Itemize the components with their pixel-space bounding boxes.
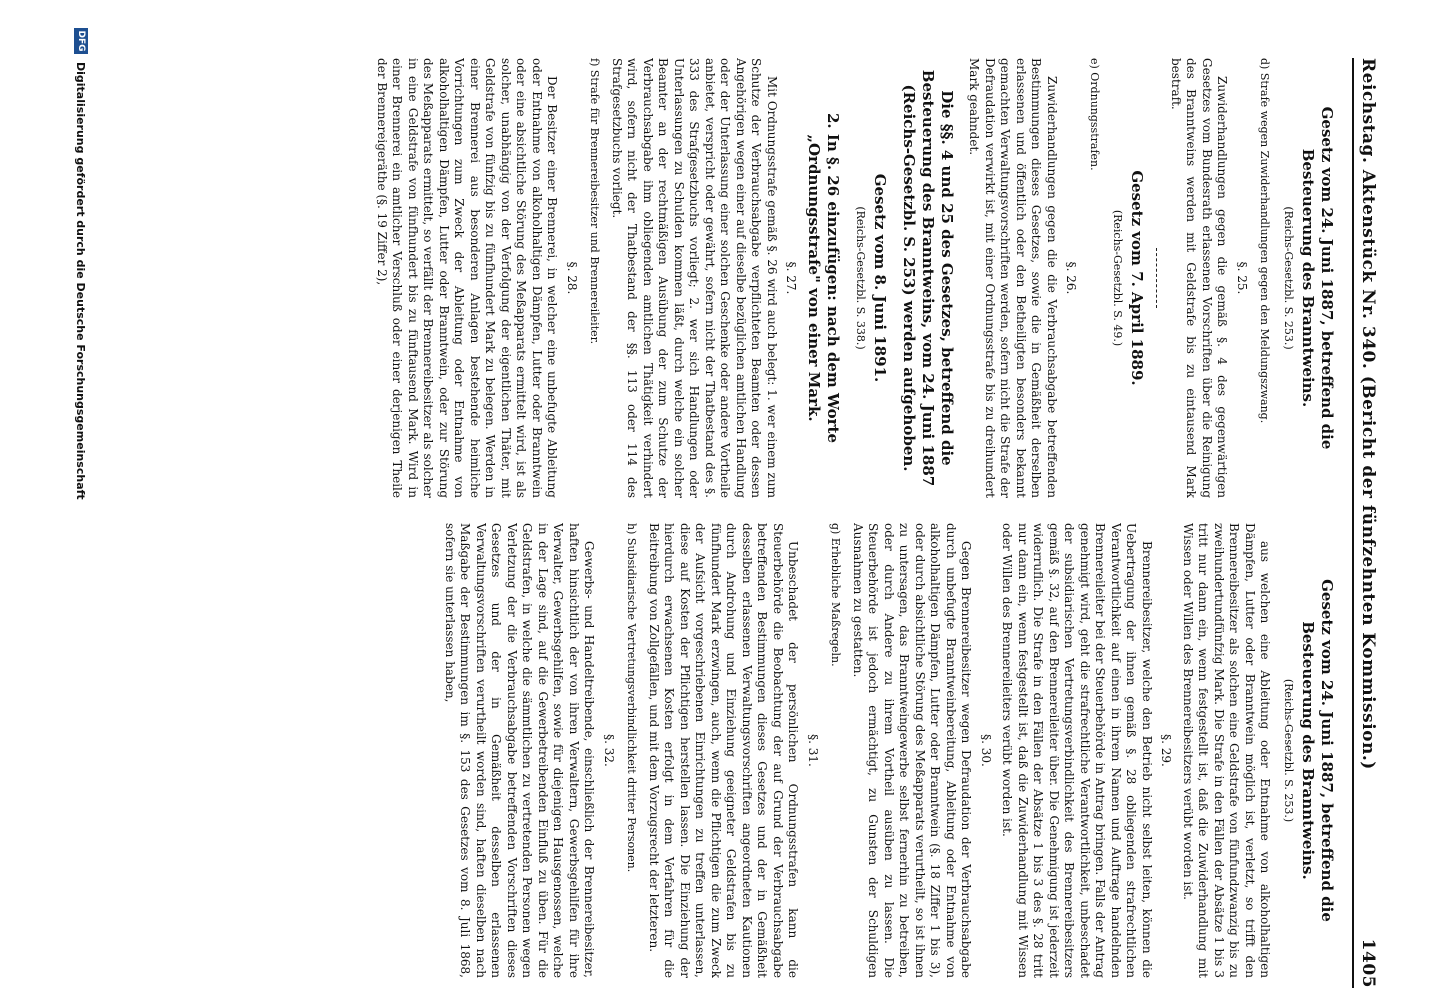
section-text: aus welchen eine Ableitung oder Entnahme von alkoholhaltigen Dämpfen, Lutter oder Branntwein möglich ist, verletzt, so trifft den Brennereibesitzer als solchen eine Geldstrafe von fünfundzwanzig bis zu zweihundertundfünfzig Mark. Die Strafe in den Fällen der Absätze 1 bis 3 tritt nur dann ein, wenn festgestellt ist, daß die Zuwiderhandlung mit Wissen oder Willen des Brennereibesitzers verübt worden ist. [1181, 523, 1273, 978]
law-source: (Reichs-Gesetzbl. S. 253.) [1282, 678, 1295, 823]
subheading: d) Strafe wegen Zuwiderhandlungen gegen den Meldungszwang. [1258, 58, 1272, 424]
section-text: Zuwiderhandlungen gegen die die Verbrauchsabgabe betreffenden Bestimmungen dieses Gesetzes, sowie die in Gemäßheit derselben erlassenen und öffentlich oder den Betheiligten besonders bekannt gemachten Verwaltungsvorschriften werden, sofern nicht die Strafe der Defraudation verwirkt ist, mit einer Ordnungsstrafe bis zu dreihundert Mark geahndet. [967, 58, 1059, 498]
law-title: Gesetz vom 24. Juni 1887, betreffend die Besteuerung des Branntweins. [1299, 106, 1336, 450]
section-number: §. 31. [806, 734, 820, 767]
subheading: h) Subsidiarische Vertretungsverbindlichkeit dritter Personen. [625, 523, 639, 873]
left-column [96, 58, 1346, 498]
section-number: §. 30. [979, 734, 993, 767]
document-page [46, 18, 1426, 988]
law-title: Gesetz vom 24. Juni 1887, betreffend die Besteuerung des Branntweins. [1299, 579, 1336, 922]
digitization-footer [74, 28, 88, 500]
dfg-logo: DFG [74, 28, 88, 54]
section-text: Gewerbs- und Handeltreibende, einschließlich der Brennereibesitzer, haften hinsichtlich der von ihren Verwaltern, Gewerbsgehilfen für ihre Verwalter, Gewerbsgehilfen, sowie für diejenigen Hausgenossen, welche in der Lage sind, auf die Gewerbetreibenden Einfluß zu üben. Für die Geldstrafen, in welche die sämmtlichen zu vertretenden Personen wegen Verletzung der die Verbrauchsabgabe betreffenden Vorschriften dieses Gesetzes und der in Gemäßheit desselben erlassenen Verwaltungsvorschriften verurtheilt worden sind, haften dieselben nach Maßgabe der Bestimmungen im §. 153 des Gesetzes vom 8. Juli 1868, sofern sie unterlassen haben, [443, 523, 597, 978]
section-number: §. 29. [1159, 734, 1174, 767]
law-source: (Reichs-Gesetzbl. S. 338.) [854, 206, 867, 350]
page-number: 1405 [1358, 938, 1378, 988]
section-number: §. 32. [602, 734, 616, 767]
law-source: (Reichs-Gesetzbl. S. 49.) [1111, 209, 1125, 347]
section-text: Mit Ordnungsstrafe gemäß §. 26 wird auch belegt: 1. wer einem zum Schutze der Verbrauchsabgabe verpflichteten Beamten oder dessen Angehörigen wegen einer auf dieselbe bezüglichen amtlichen Handlung oder der Unterlassung einer solchen Geschenke oder andere Vortheile anbietet, verspricht oder gewährt, sofern nicht der Thatbestand des §. 333 des Strafgesetzbuchs vorliegt; 2. wer sich Handlungen oder Unterlassungen zu Schulden kommen läßt, durch welche ein solcher Beamter an der rechtmäßigen Ausübung der zum Schutze der Verbrauchsabgabe ihm obliegenden amtlichen Thätigkeit verhindert wird, sofern nicht der Thatbestand der §§. 113 oder 114 des Strafgesetzbuchs vorliegt. [610, 58, 779, 498]
right-column [96, 523, 1346, 978]
section-number: §. 28. [565, 261, 579, 295]
section-text: Unbeschadet der persönlichen Ordnungsstrafen kann die Steuerbehörde die Beobachtung der auf Grund der Verbrauchsabgabe betreffenden Bestimmungen dieses Gesetzes und der in Gemäßheit desselben erlassenen Verwaltungsvorschriften angeordneten Kautionen durch Androhung und Einziehung geeigneter Geldstrafen bis zu fünfhundert Mark erzwingen, auch, wenn die Pflichtigen die zum Zweck der Aufsicht vorgeschriebenen Einrichtungen zu treffen unterlassen, diese auf Kosten der Pflichtigen herstellen lassen. Die Einziehung der hierdurch erwachsenen Kosten erfolgt in dem Verfahren für die Beitreibung von Zollgefällen, und mit dem Vorzugsrecht der letzteren. [647, 523, 801, 978]
separator [1157, 248, 1158, 308]
subheading: e) Ordnungsstrafen. [1088, 58, 1101, 171]
section-text: Brennereibesitzer, welche den Betrieb nicht selbst leiten, können die Uebertragung der ihnen gemäß §. 28 obliegenden strafrechtlichen Verantwortlichkeit auf einen in ihrem Namen und Auftrage handelnden Brennereileiter bei der Steuerbehörde in Antrag bringen. Falls der Antrag genehmigt wird, geht die strafrechtliche Verantwortlichkeit, unbeschadet der subsidiarischen Vertretungsverbindlichkeit des Brennereibesitzers gemäß §. 32, auf den Brennereileiter über. Die Genehmigung ist jederzeit widerruflich. Die Strafe in den Fällen der Absätze 1 bis 3 des §. 28 tritt nur dann ein, wenn festgestellt ist, daß die Zuwiderhandlung mit Wissen oder Willen des Brennereileiters verübt worden ist. [1000, 523, 1154, 978]
section-number: §. 25. [1235, 261, 1249, 295]
subheading: g) Erhebliche Maßregeln. [829, 523, 843, 667]
subheading: f) Strafe für Brennereibesitzer und Brennereileiter. [588, 58, 602, 345]
section-text: Zuwiderhandlungen gegen die gemäß §. 4 des gegenwärtigen Gesetzes vom Bundesrath erlassenen Vorschriften über die Reinigung des Branntweins werden mit Geldstrafe bis zu eintausend Mark bestraft. [1169, 58, 1230, 498]
repeal-notice: Die §§. 4 und 25 des Gesetzes, betreffend die Besteuerung des Branntweins, vom 24. Juni 1887 (Reichs-Gesetzbl. S. 253) werden aufgehoben. [900, 69, 956, 487]
header-rule [1352, 58, 1354, 988]
header-title: Reichstag. Aktenstück Nr. 340. (Bericht der fünfzehnten Kommission.) [1358, 58, 1378, 770]
section-text: Der Besitzer einer Brennerei, in welcher eine unbefugte Ableitung oder Entnahme von alkoholhaltigen Dämpfen, Lutter oder Branntwein oder eine absichtliche Störung des Meßapparats ermittelt wird, ist als solcher, unabhängig von der Verfolgung der eigentlichen Thäter, mit Geldstrafe von fünfzig bis zu fünfhundert Mark zu belegen. Werden in einer Brennerei aus besonderen Anlagen bestehende heimliche Vorrichtungen zum Zweck der Ableitung oder Entnahme von alkoholhaltigen Dämpfen, Lutter oder Branntwein, oder zur Störung des Meßapparats ermittelt, so verfällt der Brennereibesitzer als solcher in eine Geldstrafe von fünfhundert bis zu fünftausend Mark. Wird in einer Brennerei ein amtlicher Verschluß oder einer derjenigen Theile der Brennereigeräthe (§. 19 Ziffer 2), [375, 58, 560, 498]
footer-text: Digitalisierung gefördert durch die Deutsche Forschungsgemeinschaft [74, 62, 88, 500]
law-title: Gesetz vom 8. Juni 1891. [871, 173, 889, 383]
law-source: (Reichs-Gesetzbl. S. 253.) [1282, 206, 1295, 350]
section-number: §. 26. [1064, 261, 1079, 295]
section-text: Gegen Brennereibesitzer wegen Defraudation der Verbrauchsabgabe durch unbefugte Branntweinbereitung, Ableitung oder Entnahme von alkoholhaltigen Dämpfen, Lutter oder Branntwein (§. 18 Ziffer 1 bis 3), oder durch absichtliche Störung des Meßapparats verurtheilt, so ist ihnen zu untersagen, das Branntweingewerbe selbst fernerhin zu betreiben, oder durch Andere zu ihrem Vortheil ausüben zu lassen. Die Steuerbehörde ist jedoch ermächtigt, zu Gunsten der Schuldigen Ausnahmen zu gestatten. [851, 523, 974, 978]
page-header [1358, 58, 1398, 988]
law-title: Gesetz vom 7. April 1889. [1128, 170, 1147, 386]
amendment-insert: 2. In §. 26 einzufügen: nach dem Worte „Ordnungsstrafe" von einer Mark. [805, 112, 843, 444]
section-number: §. 27. [784, 261, 799, 295]
